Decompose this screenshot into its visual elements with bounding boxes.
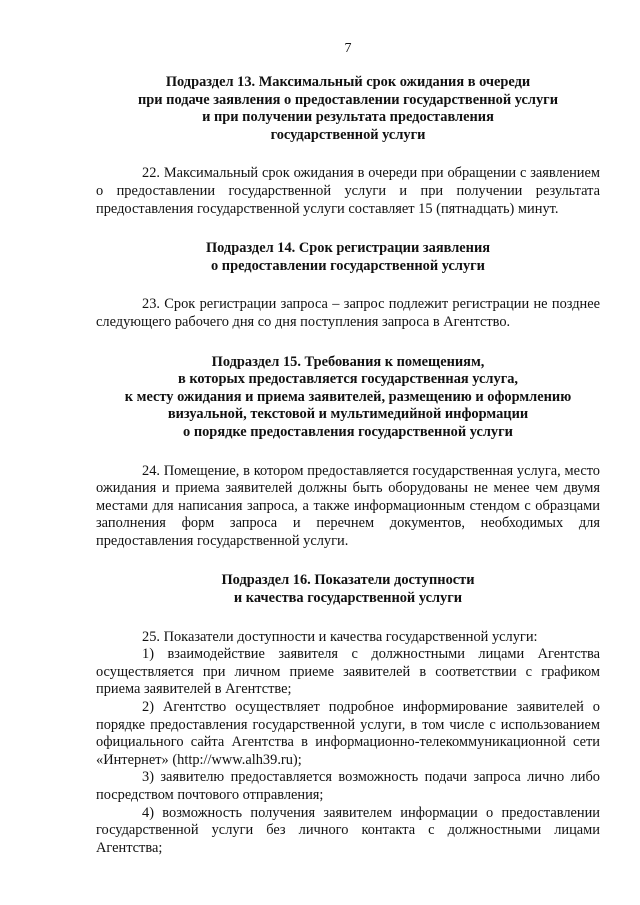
heading-line: Подраздел 15. Требования к помещениям, [211,353,485,370]
heading-line: Подраздел 13. Максимальный срок ожидания в очереди [165,74,531,90]
heading-line: визуальной, текстовой и мультимедийной информации [167,406,529,423]
section-heading-16 [96,572,600,607]
heading-line: о предоставлении государственной услуги [211,257,485,274]
heading-line: при подаче заявления о предоставлении государственной услуги [138,91,558,108]
heading-line: государственной услуги [270,126,426,143]
heading-line: Подраздел 14. Срок регистрации заявления [205,240,491,257]
list-item-3: 3) заявителю предоставляется возможность подачи запроса лично либо посредством почтового отправления; [96,769,600,803]
paragraph-23: 23. Срок регистрации запроса – запрос подлежит регистрации не позднее следующего рабочего дня со дня поступления запроса в Агентство. [96,296,600,330]
section-heading-15 [96,354,600,442]
heading-line: о порядке предоставления государственной услуги [183,423,513,440]
heading-line: Подраздел 16. Показатели доступности [221,572,475,589]
heading-line: к месту ожидания и приема заявителей, размещению и оформлению [124,388,572,405]
page-number: 7 [344,41,352,56]
section-heading-14 [96,240,600,275]
section-heading-13 [96,74,600,144]
list-item-4: 4) возможность получения заявителем информации о предоставлении государственной услуги без личного контакта с должностными лицами Агентства; [96,804,600,856]
paragraph-22: 22. Максимальный срок ожидания в очереди при обращении с заявлением о предоставлении государственной услуги и при получении результата предоставления государственной услуги составляет 15 (пятнадцать) минут. [96,165,600,217]
heading-line: в которых предоставляется государственная услуга, [177,371,519,388]
heading-line: и при получении результата предоставления [202,109,494,126]
heading-line: и качества государственной услуги [233,590,463,607]
list-item-1: 1) взаимодействие заявителя с должностными лицами Агентства осуществляется при личном приеме заявителей в соответствии с графиком приема заявителей в Агентстве; [96,646,600,698]
list-item-2: 2) Агентство осуществляет подробное информирование заявителей о порядке предоставления государственной услуги, в том числе с использованием официального сайта Агентства в информационно-телекоммуникационной сети «Интернет» (http://www.alh39.ru); [96,699,600,768]
paragraph-24: 24. Помещение, в котором предоставляется государственная услуга, место ожидания и приема заявителей должны быть оборудованы не менее чем двумя местами для написания запроса, а также информационным стендом с образцами заполнения форм запроса и перечнем документов, необходимых для предоставления государственной услуги. [96,462,600,549]
paragraph-25: 25. Показатели доступности и качества государственной услуги: [142,628,538,645]
